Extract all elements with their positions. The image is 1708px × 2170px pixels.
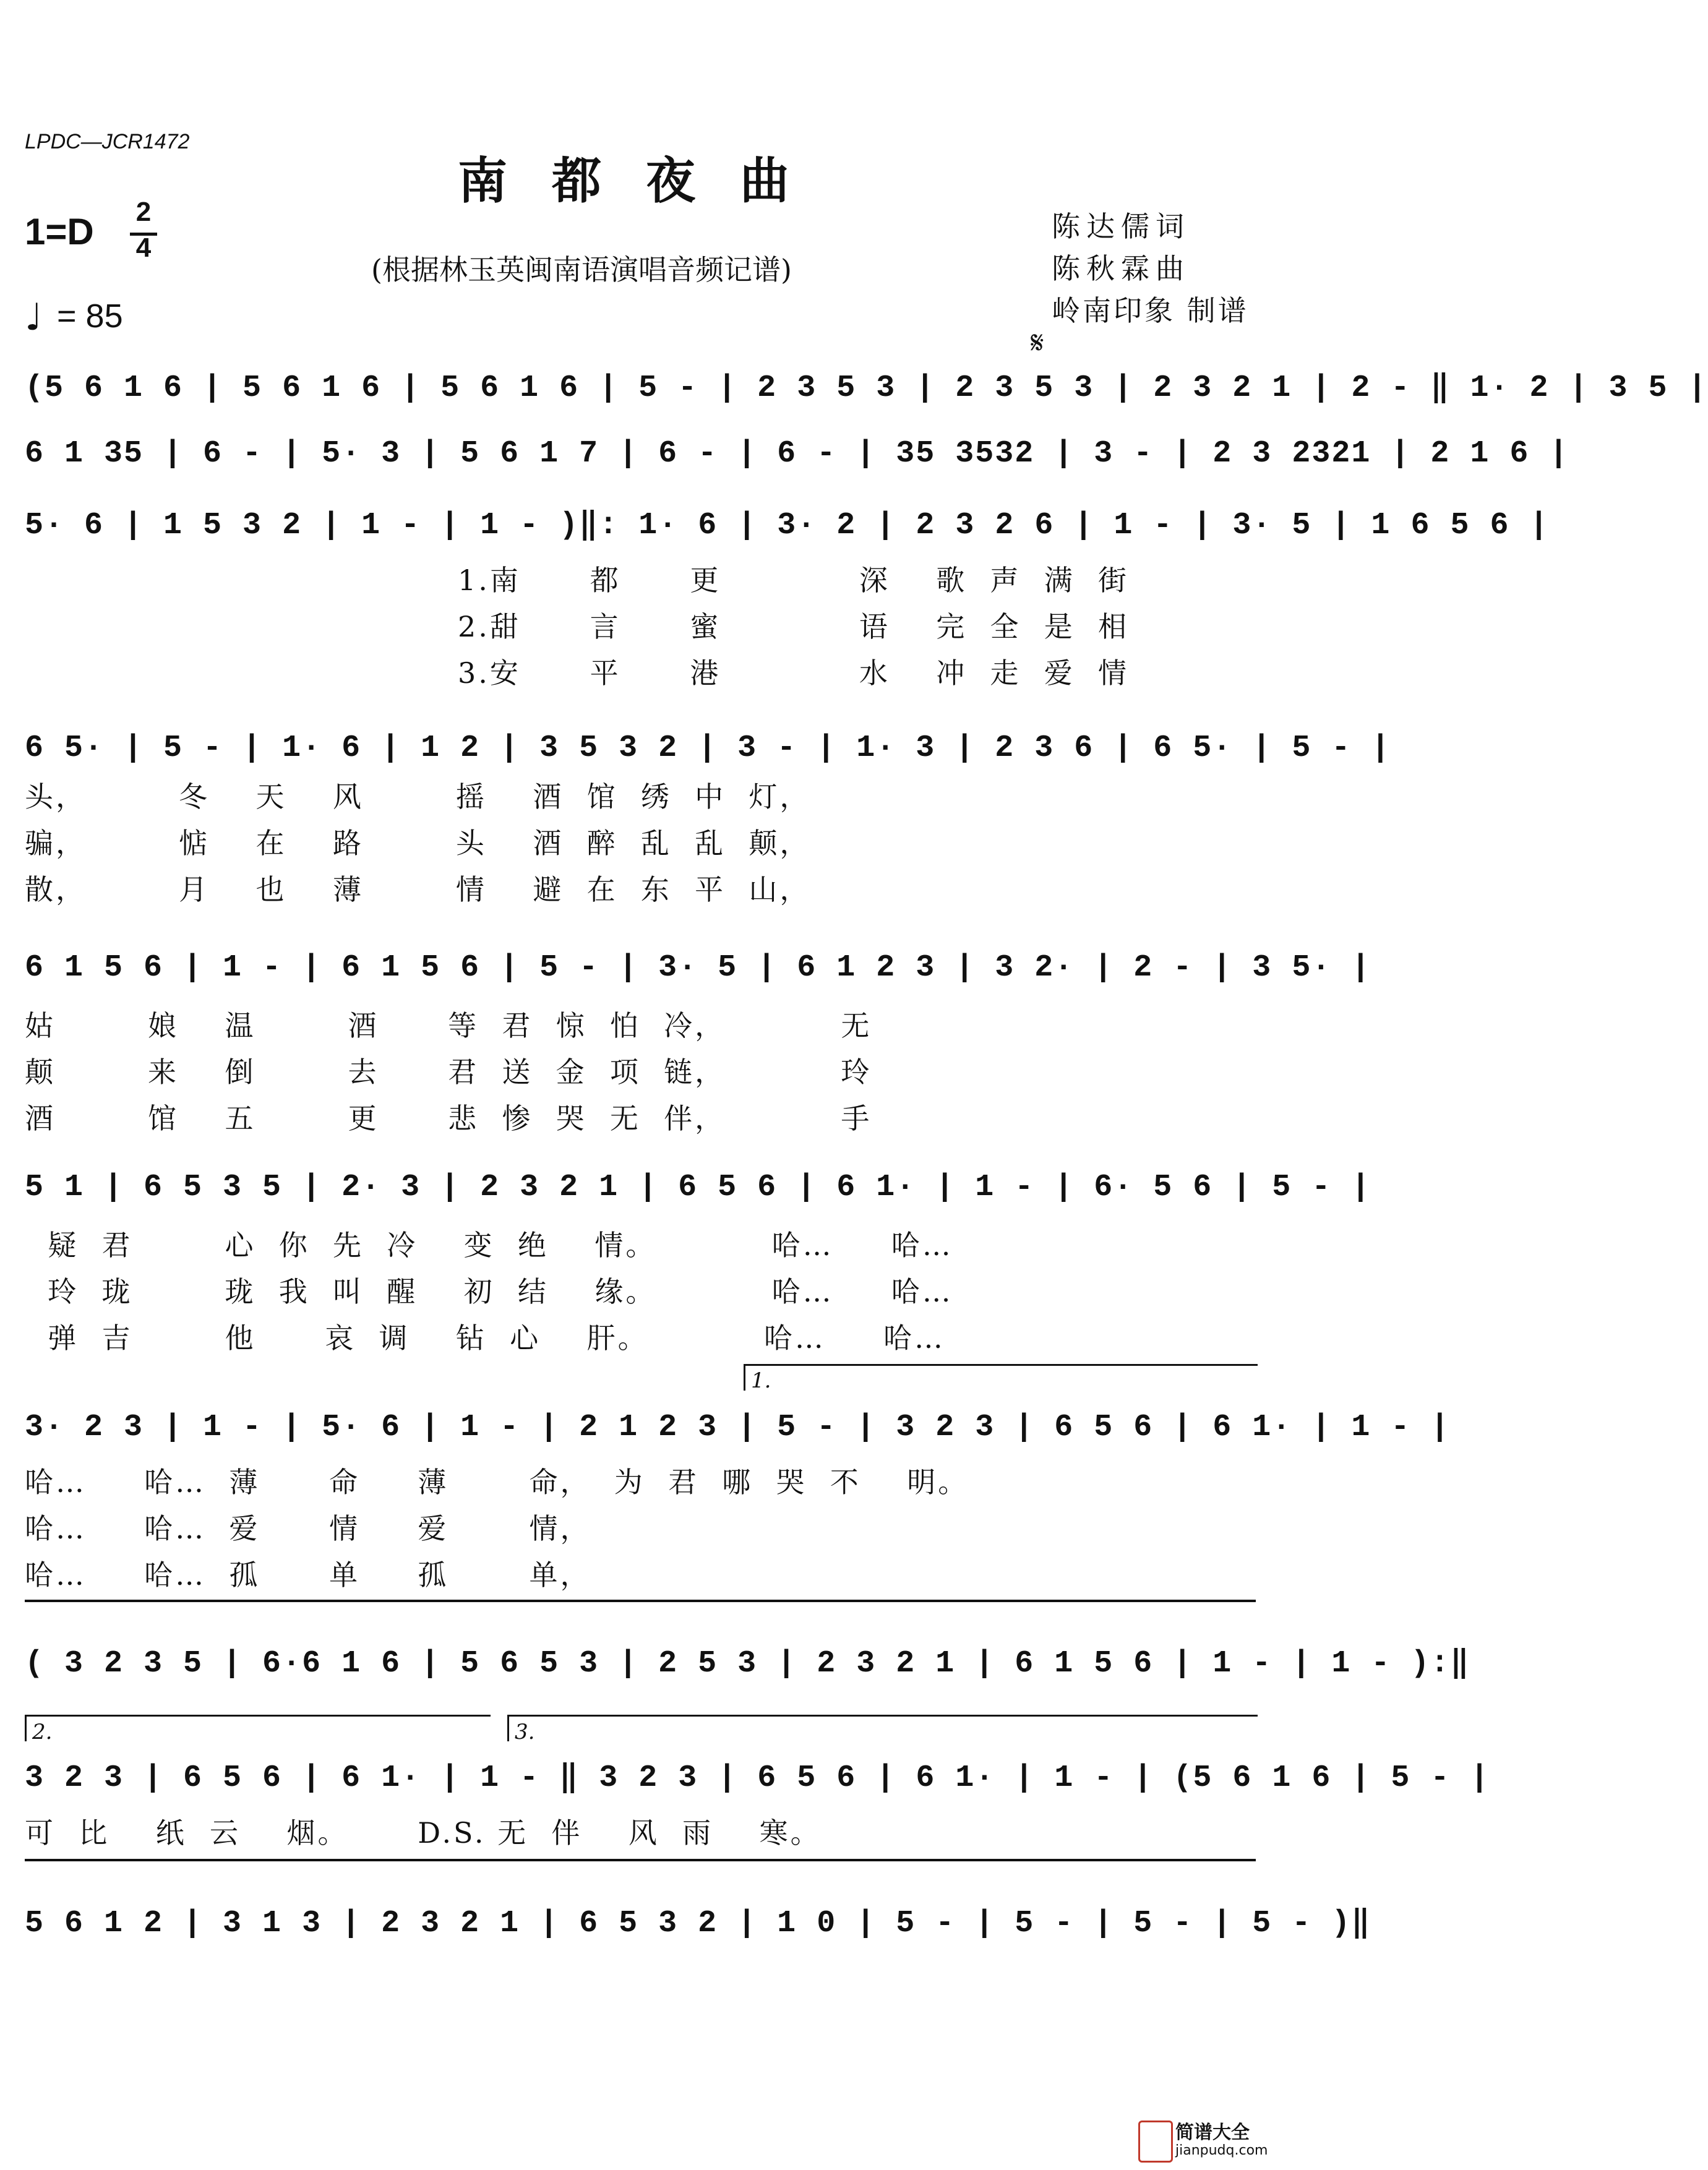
score-line-4: 6 5· | 5 - | 1· 6 | 1 2 | 3 5 3 2 | 3 - | 1· 3 | 2 3 6 | 6 5· | 5 - | <box>25 731 1391 766</box>
lyric-line: 骗， 惦 在 路 头 酒 醉 乱 乱 颠， <box>25 826 811 860</box>
segno-icon: 𝄋 <box>1031 325 1044 361</box>
volta-3-bracket <box>507 1715 1258 1741</box>
time-signature-top: 2 <box>135 197 152 227</box>
lyric-line: 2.甜 言 蜜 语 完 全 是 相 <box>458 610 1130 643</box>
lyric-line: 3.安 平 港 水 冲 走 爱 情 <box>458 656 1130 690</box>
section-divider <box>25 1600 1256 1602</box>
site-name: 简谱大全 <box>1175 2122 1250 2143</box>
lyric-line: 1.南 都 更 深 歌 声 满 街 <box>458 564 1130 597</box>
lyric-line: 疑 君 心 你 先 冷 变 绝 情。 哈… 哈… <box>25 1229 953 1262</box>
lyric-line: 头， 冬 天 风 摇 酒 馆 绣 中 灯， <box>25 780 811 813</box>
section-divider <box>25 1859 1256 1861</box>
subtitle: (根据林玉英闽南语演唱音频记谱) <box>371 253 792 286</box>
lyric-line: 颠 来 倒 去 君 送 金 项 链， 玲 <box>25 1055 872 1089</box>
lyric-line: 散， 月 也 薄 情 避 在 东 平 山， <box>25 873 811 906</box>
score-line-5: 6 1 5 6 | 1 - | 6 1 5 6 | 5 - | 3· 5 | 6 1 2 3 | 3 2· | 2 - | 3 5· | <box>25 950 1371 985</box>
volta-2-bracket <box>25 1715 491 1741</box>
time-signature-bottom: 4 <box>135 233 152 263</box>
lyric-line: 哈… 哈… 孤 单 孤 单， <box>25 1558 591 1592</box>
score-line-6: 5 1 | 6 5 3 5 | 2· 3 | 2 3 2 1 | 6 5 6 | 6 1· | 1 - | 6· 5 6 | 5 - | <box>25 1170 1371 1205</box>
score-line-3: 5· 6 | 1 5 3 2 | 1 - | 1 - )‖: 1· 6 | 3· 2 | 2 3 2 6 | 1 - | 3· 5 | 1 6 5 6 | <box>25 508 1550 543</box>
lyric-line: 哈… 哈… 薄 命 薄 命， 为 君 哪 哭 不 明。 <box>25 1465 969 1499</box>
song-title: 南都夜曲 <box>458 152 834 210</box>
lyric-line: 哈… 哈… 爱 情 爱 情， <box>25 1512 591 1545</box>
composer-credit: 陈秋霖曲 <box>1052 252 1190 285</box>
score-code: LPDC—JCR1472 <box>25 130 190 153</box>
volta-1-bracket <box>744 1364 1258 1391</box>
site-logo-icon <box>1138 2121 1173 2163</box>
lyric-line: 酒 馆 五 更 悲 惨 哭 无 伴， 手 <box>25 1102 872 1135</box>
site-url: jianpudq.com <box>1175 2143 1268 2158</box>
lyricist-credit: 陈达儒词 <box>1052 210 1190 243</box>
lyric-line: 可 比 纸 云 烟。 D.S. 无 伴 风 雨 寒。 <box>25 1816 822 1850</box>
quarter-note-icon: ♩ <box>25 296 43 339</box>
volta-3-label: 3. <box>515 1720 535 1744</box>
volta-2-label: 2. <box>32 1720 53 1744</box>
score-line-2: 6 1 35 | 6 - | 5· 3 | 5 6 1 7 | 6 - | 6 - | 35 3532 | 3 - | 2 3 2321 | 2 1 6 | <box>25 436 1569 471</box>
site-watermark <box>1138 2116 1281 2165</box>
score-line-9: 3 2 3 | 6 5 6 | 6 1· | 1 - ‖ 3 2 3 | 6 5 6 | 6 1· | 1 - | (5 6 1 6 | 5 - | <box>25 1760 1490 1796</box>
score-line-1: (5 6 1 6 | 5 6 1 6 | 5 6 1 6 | 5 - | 2 3 5 3 | 2 3 5 3 | 2 3 2 1 | 2 - ‖ 1· 2 | 3 5 | <box>25 371 1708 406</box>
score-line-7: 3· 2 3 | 1 - | 5· 6 | 1 - | 2 1 2 3 | 5 - | 3 2 3 | 6 5 6 | 6 1· | 1 - | <box>25 1410 1451 1445</box>
key-signature: 1=D <box>25 211 94 252</box>
lyric-line: 弹 吉 他 哀 调 钻 心 肝。 哈… 哈… <box>25 1321 945 1355</box>
lyric-line: 玲 珑 珑 我 叫 醒 初 结 缘。 哈… 哈… <box>25 1275 953 1308</box>
tempo-value: = 85 <box>57 298 123 335</box>
arranger-credit: 岭南印象 制谱 <box>1052 294 1249 327</box>
score-line-8: ( 3 2 3 5 | 6·6 1 6 | 5 6 5 3 | 2 5 3 | 2 3 2 1 | 6 1 5 6 | 1 - | 1 - ):‖ <box>25 1646 1470 1681</box>
volta-1-label: 1. <box>751 1368 771 1393</box>
lyric-line: 姑 娘 温 酒 等 君 惊 怕 冷， 无 <box>25 1009 872 1042</box>
score-line-10: 5 6 1 2 | 3 1 3 | 2 3 2 1 | 6 5 3 2 | 1 0 | 5 - | 5 - | 5 - | 5 - )‖ <box>25 1906 1371 1941</box>
